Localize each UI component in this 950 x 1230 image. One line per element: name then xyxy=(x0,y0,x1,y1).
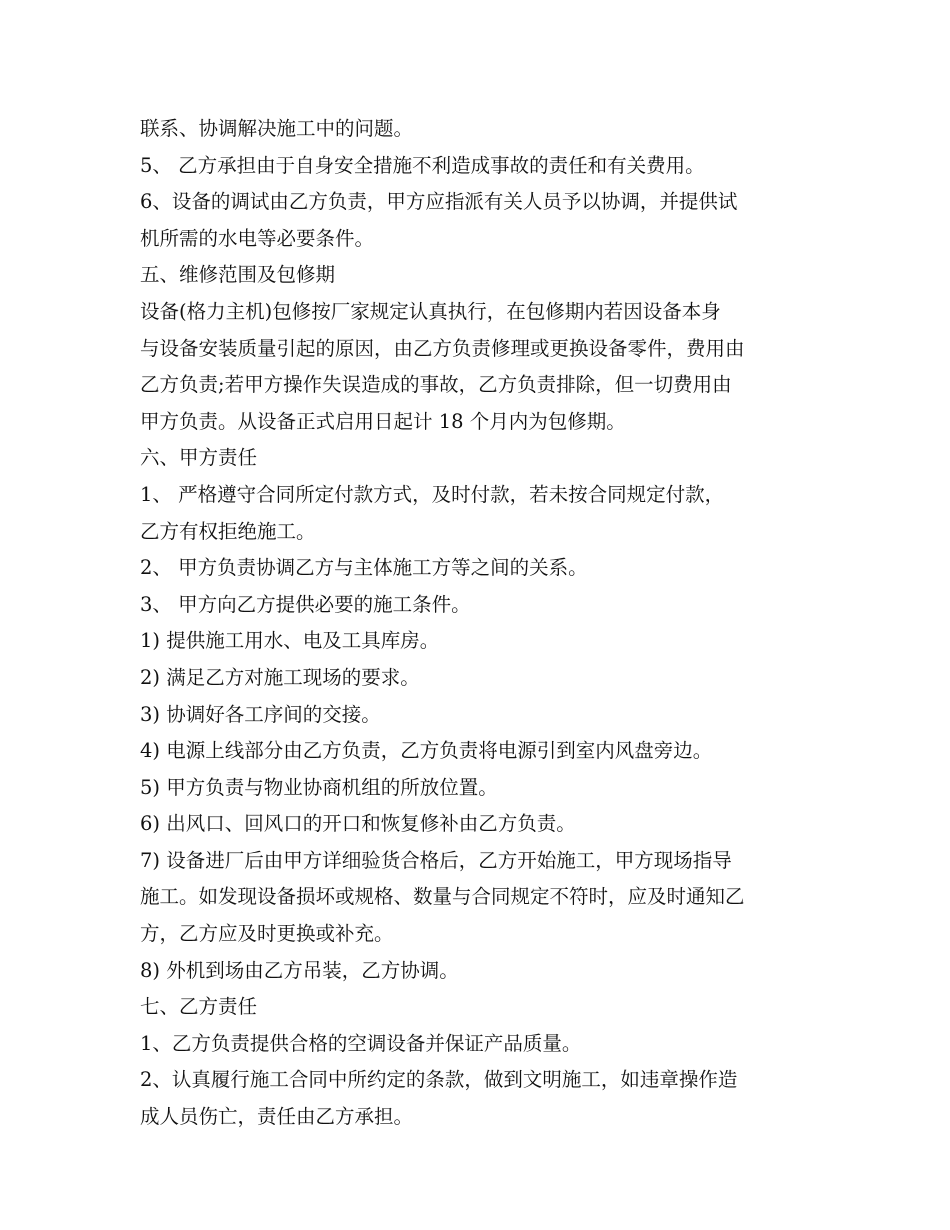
section-heading: 七、乙方责任 xyxy=(140,995,258,1019)
text-line: 4) 电源上线部分由乙方负责，乙方负责将电源引到室内风盘旁边。 xyxy=(140,739,713,763)
text-line: 成人员伤亡，责任由乙方承担。 xyxy=(140,1105,414,1129)
text-line: 3) 协调好各工序间的交接。 xyxy=(140,702,381,726)
text-line: 5) 甲方负责与物业协商机组的所放位置。 xyxy=(140,775,498,799)
text-line: 2、认真履行施工合同中所约定的条款，做到文明施工，如违章操作造 xyxy=(140,1068,738,1092)
text-line: 7) 设备进厂后由甲方详细验货合格后，乙方开始施工，甲方现场指导 xyxy=(140,848,732,872)
text-line: 6、设备的调试由乙方负责，甲方应指派有关人员予以协调，并提供试 xyxy=(140,190,738,214)
text-line: 甲方负责。从设备正式启用日起计 18 个月内为包修期。 xyxy=(140,409,626,433)
text-line: 2) 满足乙方对施工现场的要求。 xyxy=(140,665,420,689)
text-line: 乙方负责;若甲方操作失误造成的事故，乙方负责排除，但一切费用由 xyxy=(140,373,732,397)
text-line: 施工。如发现设备损坏或规格、数量与合同规定不符时，应及时通知乙 xyxy=(140,885,745,909)
text-line: 联系、协调解决施工中的问题。 xyxy=(140,117,414,140)
text-line: 与设备安装质量引起的原因，由乙方负责修理或更换设备零件，费用由 xyxy=(140,336,745,360)
text-line: 8) 外机到场由乙方吊装，乙方协调。 xyxy=(140,958,459,982)
section-heading: 六、甲方责任 xyxy=(140,446,258,470)
text-line: 1) 提供施工用水、电及工具库房。 xyxy=(140,629,440,653)
text-line: 5、 乙方承担由于自身安全措施不利造成事故的责任和有关费用。 xyxy=(140,153,705,177)
section-heading: 五、维修范围及包修期 xyxy=(140,263,336,287)
text-line: 机所需的水电等必要条件。 xyxy=(140,226,375,250)
text-line: 乙方有权拒绝施工。 xyxy=(140,519,316,543)
text-line: 方，乙方应及时更换或补充。 xyxy=(140,922,394,946)
text-line: 设备(格力主机)包修按厂家规定认真执行，在包修期内若因设备本身 xyxy=(140,299,721,323)
text-line: 3、 甲方向乙方提供必要的施工条件。 xyxy=(140,592,471,616)
contract-text-body xyxy=(140,111,820,1136)
text-line: 1、 严格遵守合同所定付款方式，及时付款，若未按合同规定付款， xyxy=(140,482,725,506)
text-line: 1、乙方负责提供合格的空调设备并保证产品质量。 xyxy=(140,1031,582,1055)
text-line: 2、 甲方负责协调乙方与主体施工方等之间的关系。 xyxy=(140,556,588,580)
text-line: 6) 出风口、回风口的开口和恢复修补由乙方负责。 xyxy=(140,812,576,836)
